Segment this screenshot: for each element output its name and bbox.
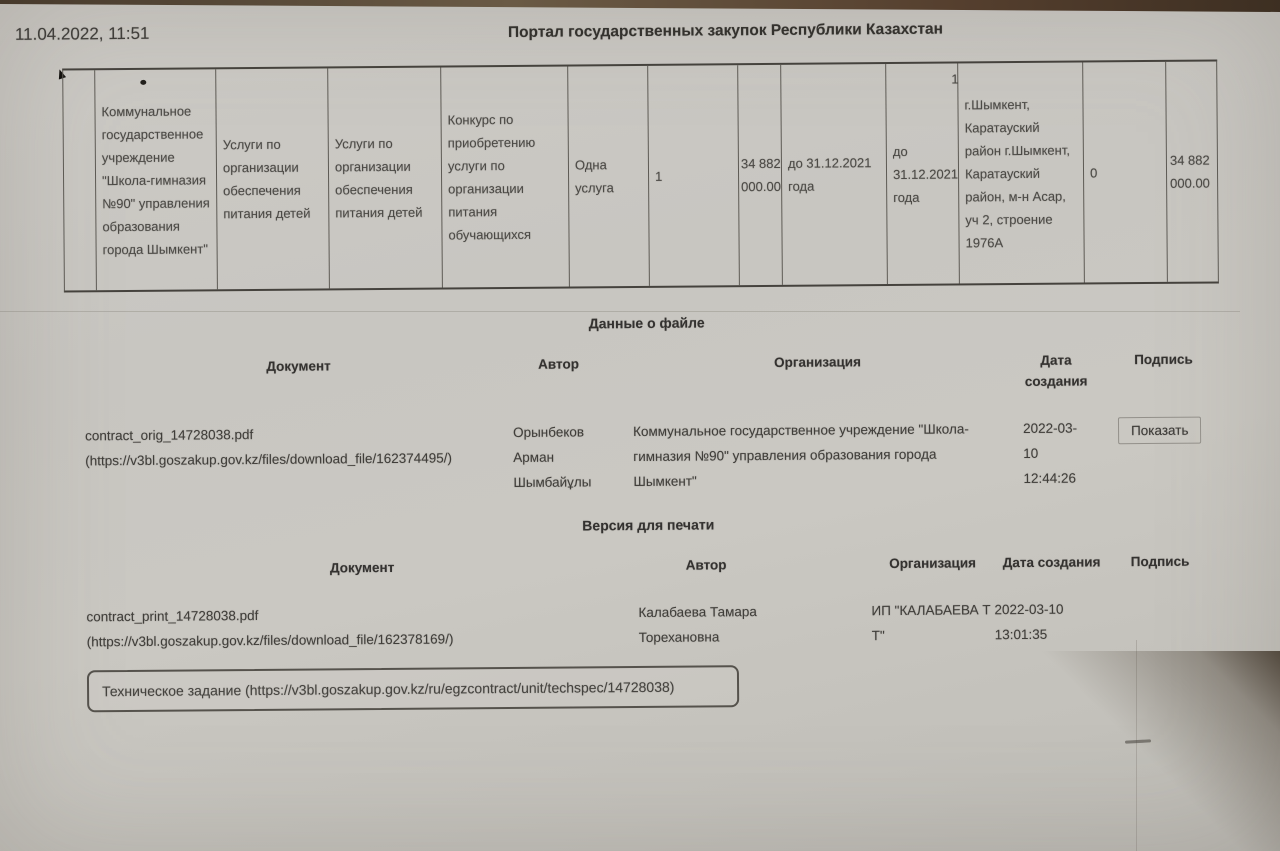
service-name-cell bbox=[216, 68, 330, 289]
pen-mark-arrow-icon: ▲ bbox=[51, 62, 70, 84]
document-file-link[interactable]: contract_print_14728038.pdf bbox=[86, 608, 259, 625]
signature-cell bbox=[1108, 415, 1210, 445]
header-author: Автор bbox=[538, 356, 579, 372]
price-cell bbox=[738, 65, 783, 285]
document-url-link[interactable]: (https://v3bl.goszakup.gov.kz/files/download_file/162378169/) bbox=[86, 631, 454, 650]
header-document: Документ bbox=[266, 358, 331, 374]
signature-cell bbox=[1109, 596, 1211, 597]
row-marker-cell bbox=[63, 70, 97, 290]
service-description: Услуги по организации обеспечения питания детей bbox=[334, 135, 423, 221]
purchase-method: Конкурс по приобретению услуги по организации питания обучающихся bbox=[447, 111, 536, 243]
techspec-link-label: Техническое задание (https://v3bl.goszakup.gov.kz/ru/egzcontract/unit/techspec/14728038) bbox=[102, 678, 675, 700]
delivery-term-value: до 31.12.2021 года bbox=[787, 155, 872, 194]
header-organization: Организация bbox=[774, 354, 861, 370]
file-data-section bbox=[84, 311, 1210, 499]
print-version-row bbox=[86, 596, 1211, 655]
author-cell: Калабаева Тамара Торехановна bbox=[638, 604, 757, 646]
payment-term-cell bbox=[886, 63, 960, 284]
file-data-section-title: Данные о файле bbox=[588, 314, 705, 332]
portal-title: Портал государственных закупок Республики Казахстан bbox=[507, 20, 944, 42]
organization-cell: Коммунальное государственное учреждение "Школа-гимназия №90" управления образования города Шымкент" bbox=[632, 421, 969, 490]
payment-term-value: до 31.12.2021 года bbox=[892, 143, 959, 205]
quantity-cell bbox=[648, 65, 740, 286]
customer-cell bbox=[95, 69, 218, 290]
created-cell: 2022-03-10 13:01:35 bbox=[994, 601, 1064, 643]
file-data-row bbox=[85, 415, 1211, 499]
header-document: Документ bbox=[329, 559, 395, 576]
purchase-method-cell bbox=[441, 67, 570, 288]
print-version-header-row bbox=[86, 551, 1211, 581]
paper-crease bbox=[0, 311, 1240, 312]
service-description-cell bbox=[328, 68, 443, 289]
header-signature: Подпись bbox=[1130, 553, 1190, 570]
delivery-address-cell bbox=[951, 63, 1085, 284]
delivery-term-cell bbox=[781, 64, 888, 285]
header-organization: Организация bbox=[889, 555, 977, 572]
service-name: Услуги по организации обеспечения питания детей bbox=[222, 136, 311, 222]
header-created: Дата создания bbox=[1002, 554, 1101, 571]
document-cell bbox=[85, 420, 513, 473]
file-data-header-row bbox=[84, 349, 1209, 400]
advance-value: 0 bbox=[1089, 164, 1098, 180]
customer-name: Коммунальное государственное учреждение "Школа-гимназия №90" управления образования города Шымкент" bbox=[101, 103, 210, 257]
print-timestamp: 11.04.2022, 11:51 bbox=[14, 23, 150, 44]
document-cell bbox=[86, 600, 638, 654]
print-version-section bbox=[86, 513, 1212, 655]
created-cell: 2022-03-10 12:44:26 bbox=[1022, 420, 1078, 486]
print-version-section-title: Версия для печати bbox=[582, 516, 715, 534]
advance-cell bbox=[1083, 62, 1168, 283]
author-cell: Орынбеков Арман Шымбайұлы bbox=[512, 424, 592, 490]
contract-table bbox=[62, 59, 1219, 292]
show-signature-button[interactable]: Показать bbox=[1118, 417, 1202, 445]
unit-value: Одна услуга bbox=[574, 157, 614, 196]
price-value: 34 882 000.00 bbox=[740, 155, 781, 195]
document-url-link[interactable]: (https://v3bl.goszakup.gov.kz/files/download_file/162374495/) bbox=[85, 450, 453, 469]
quantity-value: 1 bbox=[654, 168, 663, 184]
organization-cell: ИП "КАЛАБАЕВА Т Т" bbox=[871, 602, 991, 644]
techspec-link[interactable] bbox=[87, 665, 739, 712]
total-cell bbox=[1166, 61, 1218, 281]
header-signature: Подпись bbox=[1134, 351, 1193, 368]
total-value: 34 882 000.00 bbox=[1169, 152, 1210, 191]
header-created: Дата создания bbox=[1024, 352, 1088, 389]
delivery-address: г.Шымкент, Каратауский район г.Шымкент, Каратауский район, м-н Асар, уч 2, строение 1976А bbox=[964, 96, 1070, 250]
photo-corner-shadow bbox=[1020, 651, 1280, 851]
unit-cell bbox=[568, 66, 650, 287]
address-count: 1 bbox=[951, 71, 959, 87]
header-author: Автор bbox=[685, 557, 727, 573]
document-file-link[interactable]: contract_orig_14728038.pdf bbox=[85, 427, 254, 444]
